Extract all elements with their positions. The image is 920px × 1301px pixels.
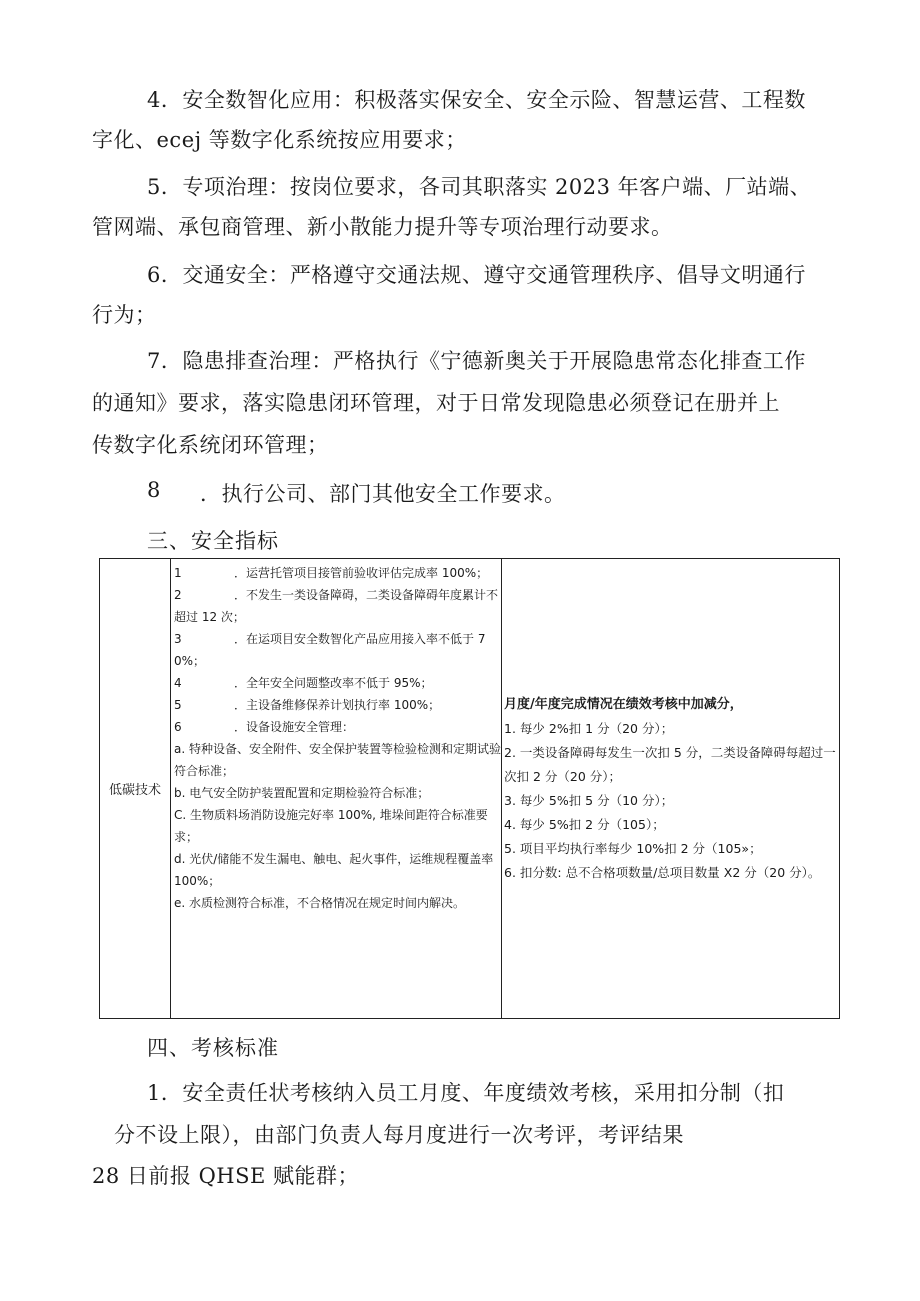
table-row	[100, 559, 840, 1019]
item7-line2: 的通知》要求，落实隐患闭环管理，对于日常发现隐患必须登记在册并上	[92, 391, 780, 415]
section-four-title: 四、考核标准	[147, 1036, 279, 1060]
indicator-item: 3 ．在运项目安全数智化产品应用接入率不低于 70%；	[174, 632, 486, 668]
section-three-title: 三、安全指标	[147, 529, 279, 553]
scoring-item: 3. 每少 5%扣 5 分（10 分）；	[504, 792, 674, 808]
item5-line2: 管网端、承包商管理、新小散能力提升等专项治理行动要求。	[92, 215, 673, 239]
item6-line2: 行为；	[92, 303, 157, 327]
sub-item: e. 水质检测符合标准，不合格情况在规定时间内解决。	[174, 896, 466, 910]
item7-line3: 传数字化系统闭环管理；	[92, 433, 329, 457]
item4-line1: 4．安全数智化应用：积极落实保安全、安全示险、智慧运营、工程数	[147, 88, 806, 112]
safety-metrics-table	[99, 558, 840, 1019]
scoring-item: 1. 每少 2%扣 1 分（20 分）；	[504, 720, 674, 736]
section4-item1-line2: 分不设上限），由部门负责人每月度进行一次考评，考评结果	[114, 1123, 684, 1147]
item8-text: ．执行公司、部门其他安全工作要求。	[200, 482, 566, 506]
section4-item1-line3: 28 日前报 QHSE 赋能群；	[92, 1164, 359, 1188]
scoring-list	[504, 693, 839, 885]
indicator-item: 1 ．运营托管项目接管前验收评估完成率 100%；	[174, 566, 489, 580]
indicator-list	[171, 559, 501, 914]
item8-number: 8	[147, 478, 161, 502]
indicator-item: 4 ．全年安全问题整改率不低于 95%；	[174, 676, 433, 690]
sub-item: b. 电气安全防护装置配置和定期检验符合标准；	[174, 786, 430, 800]
item7-line1: 7．隐患排查治理：严格执行《宁德新奥关于开展隐患常态化排查工作	[147, 349, 806, 373]
indicators-cell	[171, 559, 502, 1019]
item5-line1: 5．专项治理：按岗位要求，各司其职落实 2023 年客户端、厂站端、	[147, 175, 812, 199]
indicator-item: 5 ．主设备维修保养计划执行率 100%；	[174, 698, 441, 712]
category-cell: 低碳技术	[100, 559, 171, 1019]
section4-item1-line1: 1．安全责任状考核纳入员工月度、年度绩效考核，采用扣分制（扣	[147, 1081, 785, 1105]
scoring-item: 4. 每少 5%扣 2 分（105）；	[504, 816, 665, 832]
indicator-item: 2 ．不发生一类设备障碍，二类设备障碍年度累计不超过 12 次；	[174, 588, 499, 624]
scoring-item: 2. 一类设备障碍每发生一次扣 5 分，二类设备障碍每超过一次扣 2 分（20 分）；	[504, 744, 836, 784]
scoring-item: 6. 扣分数: 总不合格项数量/总项目数量 X2 分（20 分）。	[504, 864, 821, 880]
sub-item: a. 特种设备、安全附件、安全保护装置等检验检测和定期试验符合标准；	[174, 742, 501, 778]
item4-line2: 字化、ecej 等数字化系统按应用要求；	[92, 128, 467, 152]
scoring-title: 月度/年度完成情况在绩效考核中加减分，	[504, 696, 743, 712]
sub-item: C. 生物质料场消防设施完好率 100%, 堆垛间距符合标准要求；	[174, 808, 488, 844]
scoring-cell	[502, 559, 840, 1019]
scoring-item: 5. 项目平均执行率每少 10%扣 2 分（105»；	[504, 840, 762, 856]
sub-item: d. 光伏/储能不发生漏电、触电、起火事件，运维规程覆盖率 100%；	[174, 852, 494, 888]
indicator-item: 6 ．设备设施安全管理：	[174, 720, 355, 734]
item6-line1: 6．交通安全：严格遵守交通法规、遵守交通管理秩序、倡导文明通行	[147, 263, 806, 287]
